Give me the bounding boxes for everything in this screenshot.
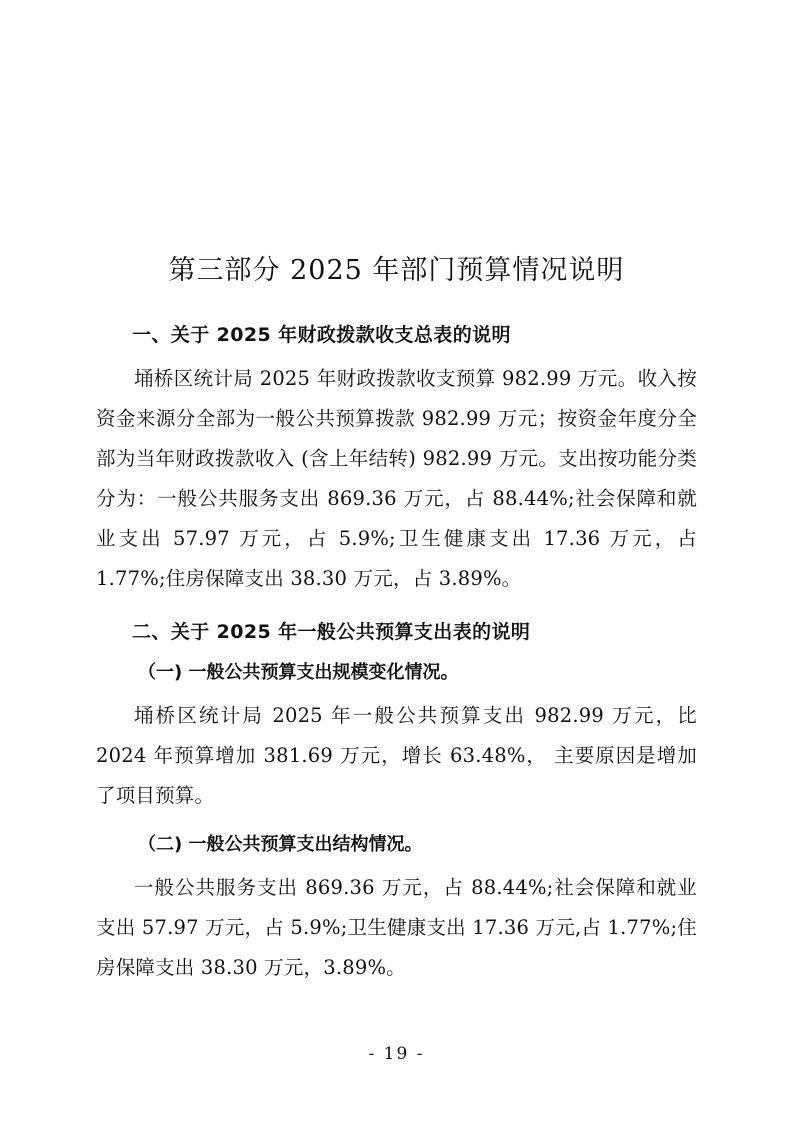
- subsection-heading-2-2: （二) 一般公共预算支出结构情况。: [138, 833, 423, 855]
- section-heading-1: 一、关于 2025 年财政拨款收支总表的说明: [132, 323, 511, 346]
- section-heading-2: 二、关于 2025 年一般公共预算支出表的说明: [132, 620, 531, 643]
- section-1-paragraph-1: 埇桥区统计局 2025 年财政拨款收支预算 982.99 万元。收入按资金来源分全部为一般公共预算拨款 982.99 万元；按资金年度分全部为当年财政拨款收入 (含上年结转) 982.99 万元。支出按功能分类分为：一般公共服务支出 869.36 万元，占 88.44%;社会保障和就业支出 57.97 万元，占 5.9%;卫生健康支出 17.36 万元，占 1.77%;住房保障支出 38.30 万元，占 3.89%。: [96, 366, 697, 590]
- subsection-2-2-paragraph-1: 一般公共服务支出 869.36 万元，占 88.44%;社会保障和就业支出 57.97 万元，占 5.9%;卫生健康支出 17.36 万元,占 1.77%;住房保障支出 38.30 万元，3.89%。: [96, 875, 697, 979]
- subsection-2-1-paragraph-1: 埇桥区统计局 2025 年一般公共预算支出 982.99 万元，比 2024 年预算增加 381.69 万元，增长 63.48%， 主要原因是增加了项目预算。: [96, 703, 697, 807]
- subsection-heading-2-1: （一) 一般公共预算支出规模变化情况。: [138, 661, 459, 683]
- page-number: - 19 -: [368, 1044, 425, 1064]
- page-title: 第三部分 2025 年部门预算情况说明: [168, 255, 625, 286]
